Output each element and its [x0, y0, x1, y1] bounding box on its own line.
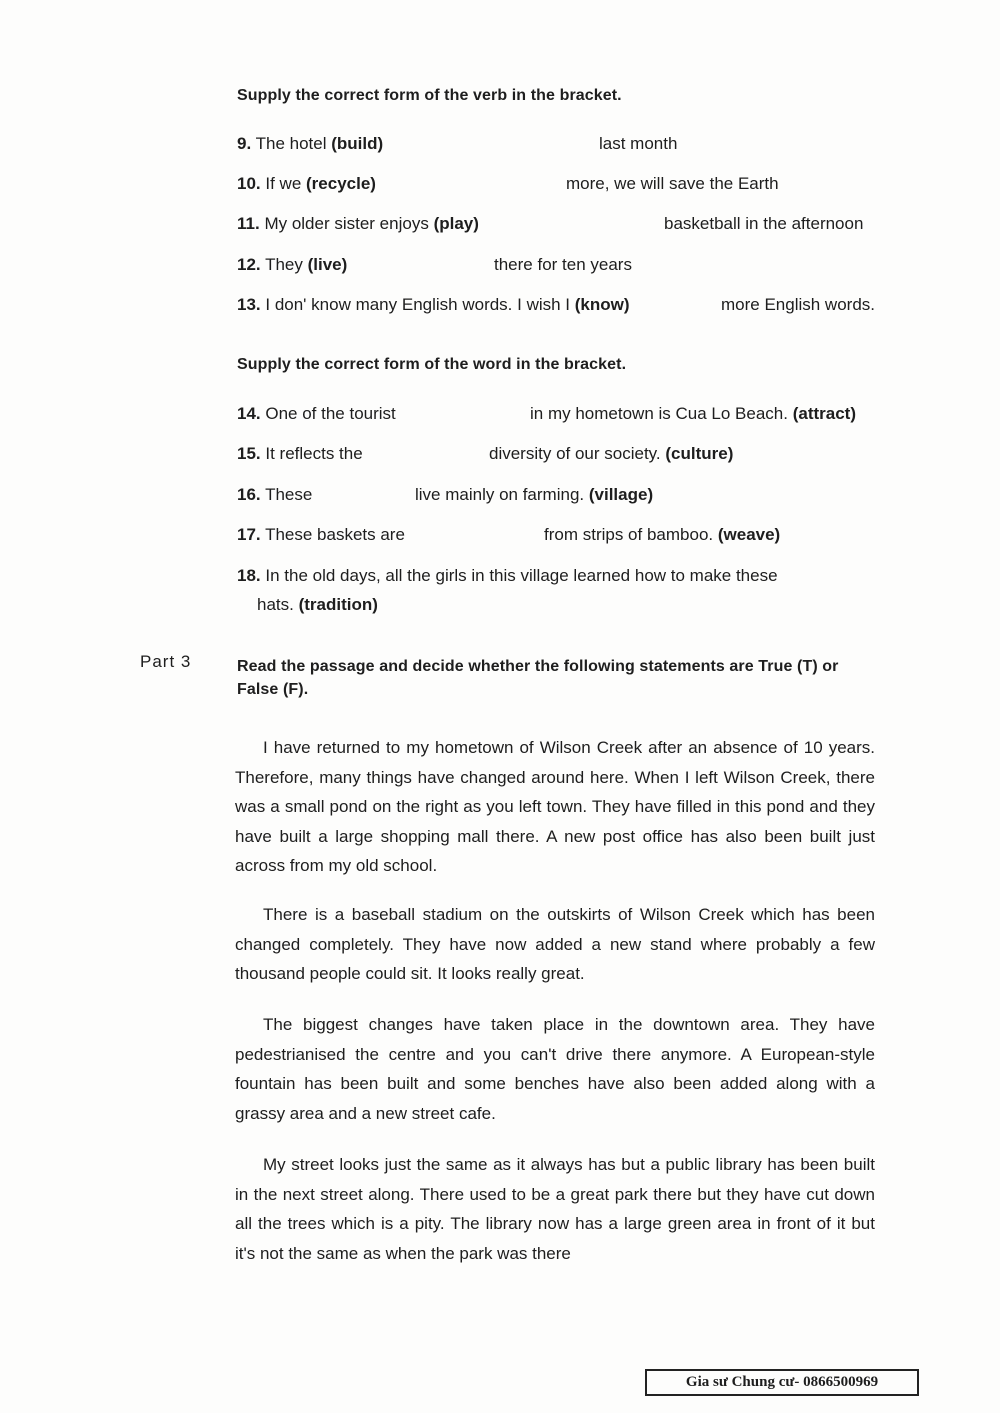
question-17-after: from strips of bamboo. (weave)	[544, 525, 781, 544]
passage-paragraph-1: I have returned to my hometown of Wilson Creek after an absence of 10 years. Therefore, many things have changed around here. When I left Wilson Creek, there was a small pond on the right as you left town. They have filled in this pond and they have built a large shopping mall there. A new post office has also been built just across from my old school.	[235, 738, 875, 875]
question-14: 14. One of the tourist	[237, 404, 396, 423]
question-16: 16. These	[237, 485, 313, 504]
question-13-after: more English words.	[721, 295, 876, 314]
question-16-after: live mainly on farming. (village)	[415, 485, 654, 504]
verb-section-heading: Supply the correct form of the verb in the bracket.	[237, 87, 622, 104]
question-9: 9. The hotel (build)	[237, 134, 384, 153]
part-3-heading-line1: Read the passage and decide whether the following statements are True (T) or	[237, 658, 839, 675]
passage-paragraph-3: The biggest changes have taken place in the downtown area. They have pedestrianised the centre and you can't drive there anymore. A European-style fountain has been built and some benches have also been added along with a grassy area and a new street cafe.	[235, 1015, 875, 1123]
question-15: 15. It reflects the	[237, 444, 363, 463]
passage-paragraph-4: My street looks just the same as it always has but a public library has been built in the next street along. There used to be a great park there but they have cut down all the trees which is a pity. The library now has a large green area in front of it but it's not the same as when the park was there	[235, 1155, 875, 1263]
question-12: 12. They (live)	[237, 255, 348, 274]
question-15-after: diversity of our society. (culture)	[489, 444, 734, 463]
question-12-after: there for ten years	[494, 255, 632, 274]
word-section-heading: Supply the correct form of the word in the bracket.	[237, 356, 627, 373]
question-14-after: in my hometown is Cua Lo Beach. (attract)	[530, 404, 856, 423]
question-17: 17. These baskets are	[237, 525, 405, 544]
passage-paragraph-2: There is a baseball stadium on the outskirts of Wilson Creek which has been changed completely. They have now added a new stand where probably a few thousand people could sit. It looks really great.	[235, 905, 875, 983]
footer-contact-box	[645, 1369, 919, 1396]
part-3-label: Part 3	[140, 652, 192, 671]
question-11: 11. My older sister enjoys (play)	[237, 214, 479, 233]
question-13: 13. I don' know many English words. I wish I (know)	[237, 295, 630, 314]
question-18-line2: hats. (tradition)	[257, 595, 378, 614]
footer-contact-text: Gia sư Chung cư- 0866500969	[685, 1374, 879, 1390]
question-10-after: more, we will save the Earth	[566, 174, 779, 193]
part-3-heading-line2: False (F).	[237, 681, 309, 698]
question-9-after: last month	[599, 134, 678, 153]
question-11-after: basketball in the afternoon	[664, 214, 864, 233]
question-10: 10. If we (recycle)	[237, 174, 376, 193]
question-18: 18. In the old days, all the girls in this village learned how to make these	[237, 566, 778, 585]
